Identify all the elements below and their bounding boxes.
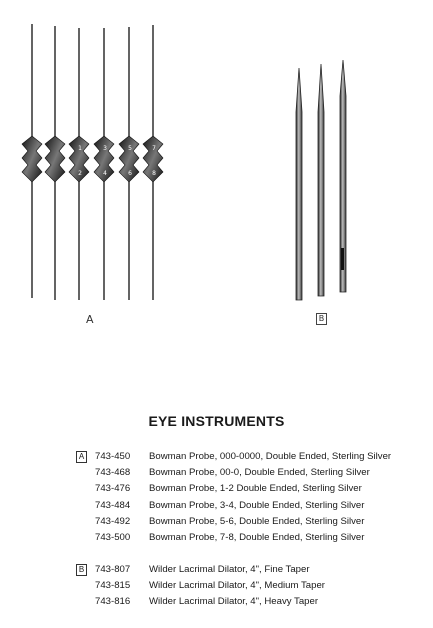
- item-description: Bowman Probe, 5-6, Double Ended, Sterling Silver: [149, 516, 365, 527]
- item-description: Bowman Probe, 1-2 Double Ended, Sterling Silver: [149, 483, 362, 494]
- item-description: Wilder Lacrimal Dilator, 4", Heavy Taper: [149, 596, 319, 607]
- item-description: Wilder Lacrimal Dilator, 4", Medium Taper: [149, 580, 325, 591]
- item-code: 743-500: [95, 532, 131, 543]
- wilder-dilators: [296, 60, 346, 300]
- list-item: [0, 465, 433, 480]
- figure-label-b: B: [316, 313, 327, 325]
- item-code: 743-815: [95, 580, 131, 591]
- list-item: [0, 498, 433, 513]
- item-code: 743-476: [95, 483, 131, 494]
- list-item: [0, 562, 433, 577]
- group-marker-a: A: [76, 451, 87, 463]
- probe-number-7: 7: [152, 145, 156, 152]
- group-marker-b: B: [76, 564, 87, 576]
- bowman-probe-7-8: [143, 25, 163, 300]
- item-code: 743-492: [95, 516, 131, 527]
- bowman-probe-1-2: [69, 28, 89, 300]
- item-description: Bowman Probe, 000-0000, Double Ended, Sterling Silver: [149, 451, 392, 462]
- wilder-dilator-medium-taper: [318, 64, 324, 296]
- item-code: 743-484: [95, 500, 131, 511]
- probe-number-8: 8: [152, 170, 156, 177]
- bowman-probes: [22, 24, 163, 300]
- list-item: [0, 530, 433, 545]
- figure-label-a: A: [86, 313, 94, 326]
- item-code: 743-468: [95, 467, 131, 478]
- wilder-dilator-heavy-taper: [340, 60, 346, 292]
- probe-number-2: 2: [78, 170, 82, 177]
- item-code: 743-807: [95, 564, 131, 575]
- item-description: Bowman Probe, 3-4, Double Ended, Sterling Silver: [149, 500, 365, 511]
- item-description: Bowman Probe, 7-8, Double Ended, Sterling Silver: [149, 532, 365, 543]
- page-title: EYE INSTRUMENTS: [148, 413, 285, 429]
- list-item: [0, 514, 433, 529]
- probe-number-1: 1: [78, 145, 82, 152]
- bowman-probe-00-0: [45, 26, 65, 300]
- item-description: Wilder Lacrimal Dilator, 4", Fine Taper: [149, 564, 310, 575]
- item-code: 743-450: [95, 451, 131, 462]
- bowman-probe-000-0000: [22, 24, 42, 298]
- list-item: [0, 578, 433, 593]
- item-code: 743-816: [95, 596, 131, 607]
- probe-number-6: 6: [128, 170, 132, 177]
- bowman-probe-3-4: [94, 28, 114, 300]
- list-item: [0, 449, 433, 464]
- list-item: [0, 481, 433, 496]
- item-description: Bowman Probe, 00-0, Double Ended, Sterling Silver: [149, 467, 370, 478]
- bowman-probe-5-6: [119, 27, 139, 300]
- probe-number-5: 5: [128, 145, 132, 152]
- list-item: [0, 594, 433, 609]
- probe-number-4: 4: [103, 170, 107, 177]
- probe-number-3: 3: [103, 145, 107, 152]
- wilder-dilator-fine-taper: [296, 68, 302, 300]
